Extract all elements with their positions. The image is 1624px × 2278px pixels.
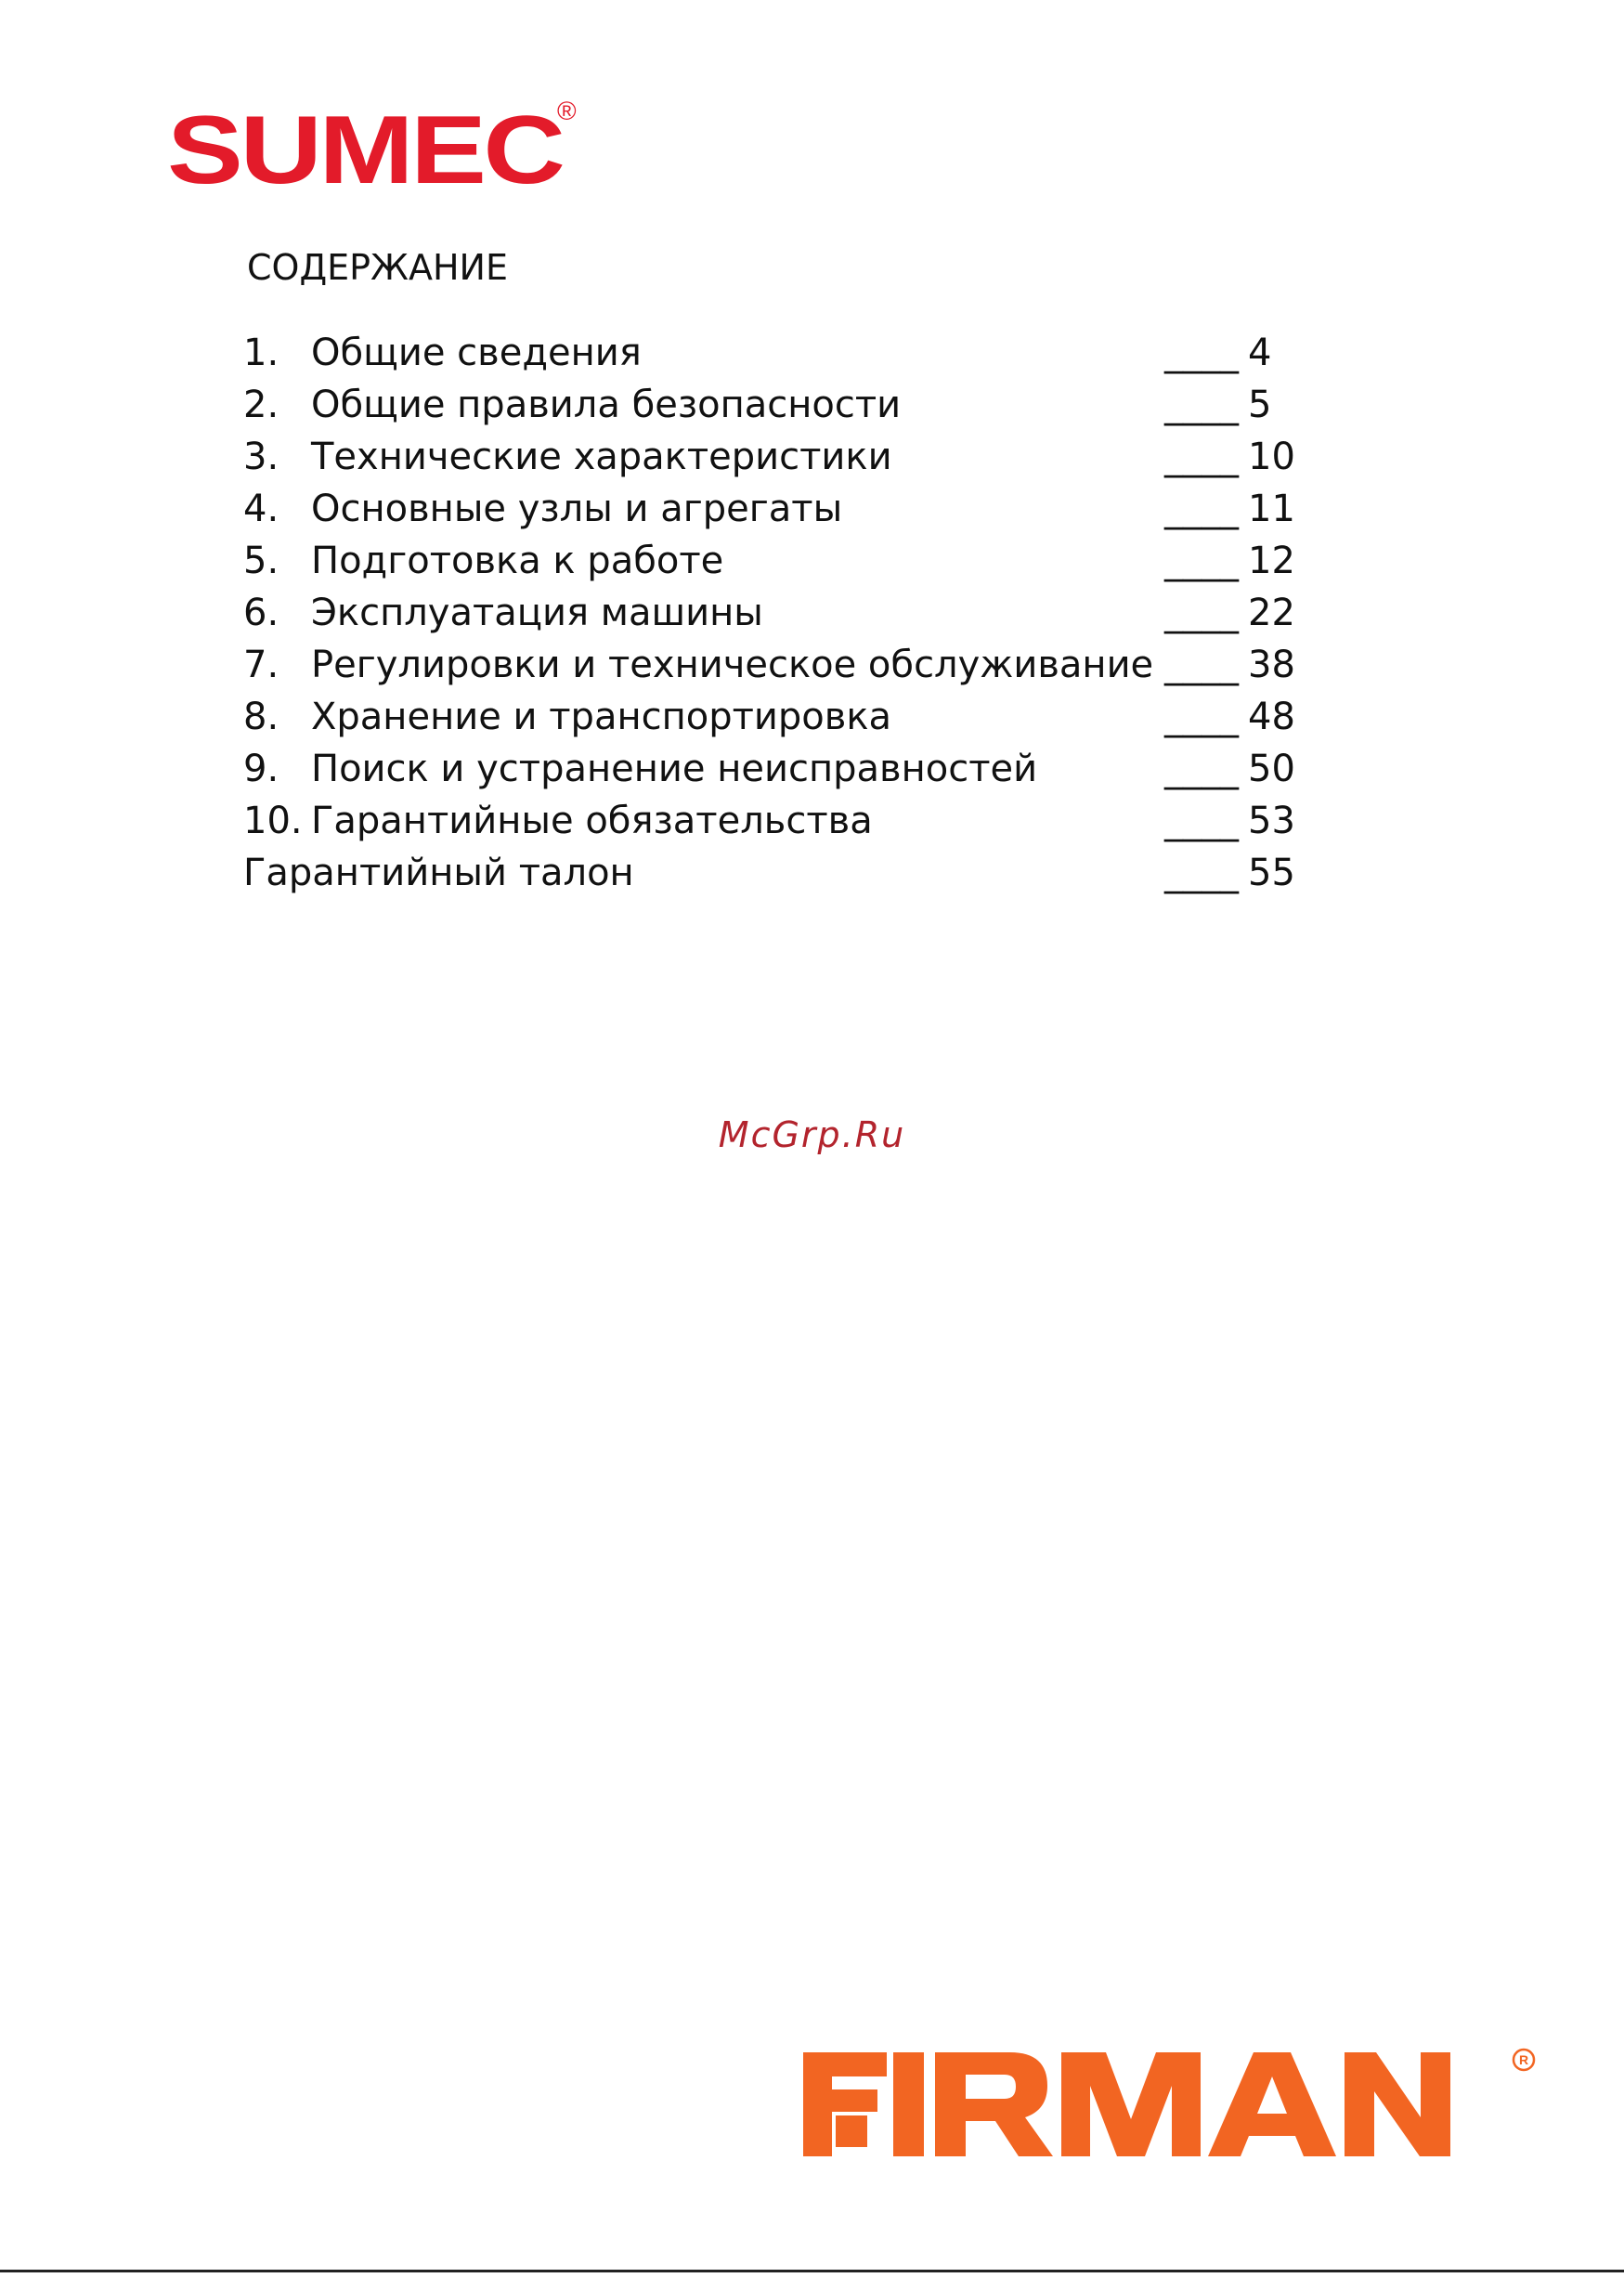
toc-item-number: 8. [243,696,279,738]
firman-logo-letter-n [1345,2052,1450,2156]
toc-item-title: Регулировки и техническое обслуживание [311,644,1154,686]
toc-item-number: 3. [243,436,279,478]
toc-leader: ____ [1164,852,1239,894]
toc-item-number: 2. [243,384,279,426]
toc-item-title: Эксплуатация машины [311,592,763,634]
table-of-contents [243,327,1311,899]
toc-item-title: Хранение и транспортировка [311,696,892,738]
toc-item-title: Технические характеристики [311,436,892,478]
toc-leader: ____ [1164,592,1239,634]
firman-logo-letter-r [935,2052,1053,2156]
toc-item-title: Гарантийный талон [243,852,634,894]
toc-leader: ____ [1164,436,1239,478]
toc-item-1[interactable] [243,327,1311,379]
toc-leader: ____ [1164,748,1239,790]
toc-item-page: 4 [1248,332,1272,374]
toc-item-number: 5. [243,540,279,582]
toc-item-number: 1. [243,332,279,374]
toc-item-5[interactable] [243,535,1311,587]
toc-item-9[interactable] [243,743,1311,795]
sumec-logo [167,91,577,204]
toc-item-number: 9. [243,748,279,790]
toc-item-title: Основные узлы и агрегаты [311,488,843,530]
toc-item-number: 6. [243,592,279,634]
toc-leader: ____ [1164,644,1239,686]
firman-logo-dot [836,2115,867,2147]
toc-item-number: 7. [243,644,279,686]
firman-logo-letter-i [893,2052,924,2156]
toc-item-10[interactable] [243,795,1311,847]
firman-logo-letter-m [1061,2052,1201,2156]
toc-title: СОДЕРЖАНИЕ [247,247,508,288]
toc-item-title: Подготовка к работе [311,540,724,582]
watermark-link[interactable]: McGrp.Ru [718,1114,906,1155]
toc-item-page: 55 [1248,852,1295,894]
toc-item-8[interactable] [243,691,1311,743]
toc-item-page: 48 [1248,696,1295,738]
toc-item-number: 4. [243,488,279,530]
toc-item-6[interactable] [243,587,1311,639]
toc-leader: ____ [1164,488,1239,530]
toc-item-page: 5 [1248,384,1272,426]
toc-leader: ____ [1164,540,1239,582]
toc-item-title: Общие сведения [311,332,642,374]
toc-item-7[interactable] [243,639,1311,691]
toc-item-4[interactable] [243,483,1311,535]
firman-logo [799,2043,1541,2164]
toc-item-page: 10 [1248,436,1295,478]
toc-item-title: Поиск и устранение неисправностей [311,748,1038,790]
toc-item-number: 10. [243,800,303,842]
firman-logo-letter-a [1208,2052,1336,2156]
toc-leader: ____ [1164,384,1239,426]
toc-leader: ____ [1164,332,1239,374]
toc-leader: ____ [1164,800,1239,842]
bottom-divider [0,2270,1624,2272]
toc-item-3[interactable] [243,431,1311,483]
toc-item-page: 12 [1248,540,1295,582]
toc-item-2[interactable] [243,379,1311,431]
sumec-logo-text: SUMEC [167,97,563,204]
toc-item-page: 53 [1248,800,1295,842]
toc-item-page: 50 [1248,748,1295,790]
sumec-registered-mark: ® [557,97,577,125]
toc-item-title: Общие правила безопасности [311,384,902,426]
toc-item-title: Гарантийные обязательства [311,800,873,842]
toc-item-page: 22 [1248,592,1295,634]
toc-item-warranty-card[interactable] [243,847,1311,899]
firman-logo-reg-letter: R [1518,2052,1529,2067]
toc-item-page: 38 [1248,644,1295,686]
toc-leader: ____ [1164,696,1239,738]
toc-item-page: 11 [1248,488,1295,530]
